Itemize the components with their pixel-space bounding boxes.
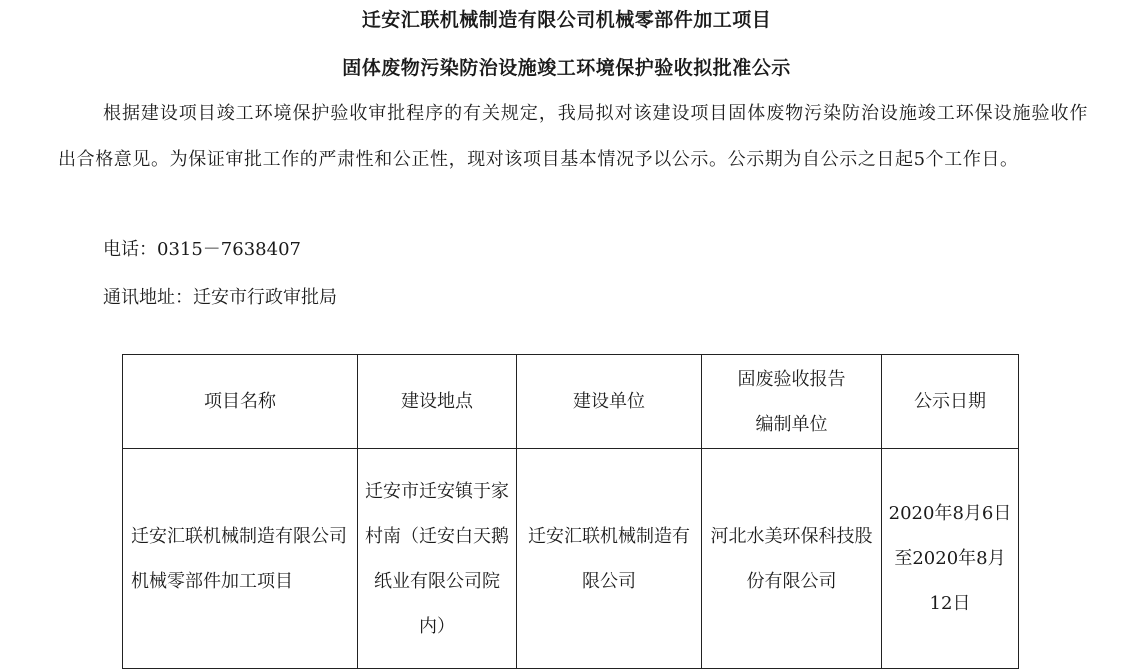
contact-phone: 电话：0315－7638407 (103, 239, 301, 260)
header-report-unit-line2: 编制单位 (755, 413, 828, 435)
cell-location: 迁安市迁安镇于家村南（迁安白天鹅纸业有限公司院内） (358, 449, 517, 669)
header-location: 建设地点 (358, 355, 517, 449)
header-project-name: 项目名称 (123, 355, 358, 449)
notice-title-line1: 迁安汇联机械制造有限公司机械零部件加工项目 (361, 9, 772, 31)
cell-report-unit: 河北水美环保科技股份有限公司 (702, 449, 882, 669)
header-report-unit-line1: 固废验收报告 (737, 368, 846, 390)
cell-date: 2020年8月6日至2020年8月12日 (882, 449, 1019, 669)
table-header-row (123, 355, 1019, 449)
project-info-table (122, 354, 1019, 669)
contact-address: 通讯地址：迁安市行政审批局 (103, 287, 337, 308)
cell-project-name: 迁安汇联机械制造有限公司机械零部件加工项目 (123, 449, 358, 669)
table-row (123, 449, 1019, 669)
notice-title-line2: 固体废物污染防治设施竣工环境保护验收拟批准公示 (342, 57, 791, 79)
notice-paragraph: 根据建设项目竣工环境保护验收审批程序的有关规定，我局拟对该建设项目固体废物污染防治设施竣工环保设施验收作出合格意见。为保证审批工作的严肃性和公正性，现对该项目基本情况予以公示。公示期为自公示之日起5个工作日。 (58, 103, 1088, 170)
header-builder: 建设单位 (517, 355, 702, 449)
cell-builder: 迁安汇联机械制造有限公司 (517, 449, 702, 669)
header-date: 公示日期 (882, 355, 1019, 449)
header-report-unit (702, 355, 882, 449)
